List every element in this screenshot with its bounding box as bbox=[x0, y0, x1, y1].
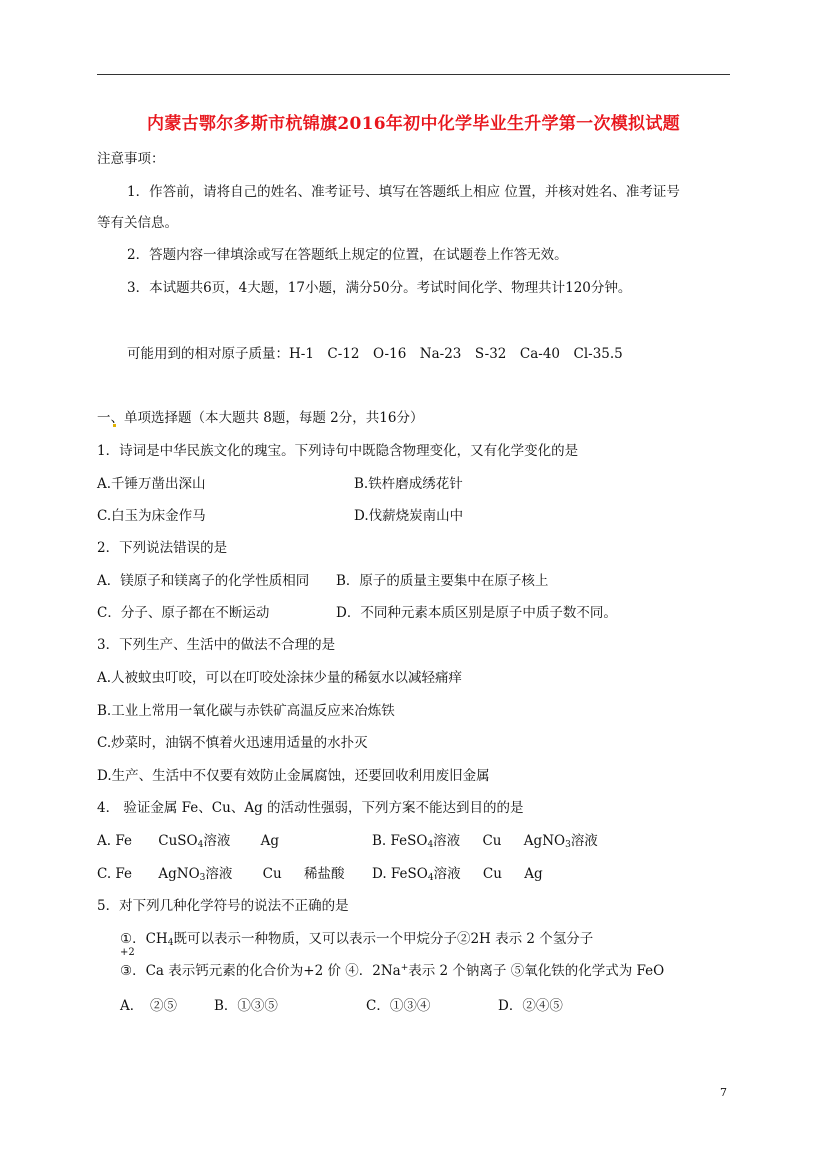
q4-option-d bbox=[372, 865, 543, 883]
q2-option-a: A．镁原子和镁离子的化学性质相同 bbox=[97, 573, 310, 589]
notice-item-3: 3．本试题共6页，4大题，17小题，满分50分。考试时间化学、物理共计120分钟。 bbox=[127, 280, 632, 296]
q4-c-agno3: AgNO$_3$溶液 bbox=[158, 866, 233, 883]
q2-option-c: C．分子、原子都在不断运动 bbox=[97, 605, 270, 621]
q5-option-c: C．①③④ bbox=[366, 998, 431, 1014]
q4-b-cu: Cu bbox=[482, 833, 502, 849]
q5-charge-mark: +2 bbox=[120, 947, 135, 958]
q3-option-d: D.生产、生活中不仅要有效防止金属腐蚀，还要回收利用废旧金属 bbox=[97, 768, 490, 784]
q3-option-b: B.工业上常用一氧化碳与赤铁矿高温反应来冶炼铁 bbox=[97, 703, 395, 719]
q4-c-fe: C. Fe bbox=[97, 866, 133, 882]
page-number: 7 bbox=[720, 1086, 727, 1099]
q4-d-feso4: D. FeSO$_4$溶液 bbox=[372, 866, 461, 883]
q3-option-a: A.人被蚊虫叮咬，可以在叮咬处涂抹少量的稀氨水以减轻痛痒 bbox=[97, 670, 463, 686]
q5-statement-3-5: ③．Ca 表示钙元素的化合价为+2 价 ④．2Na+表示 2 个钠离子 ⑤氧化铁的化学式为 FeO bbox=[120, 963, 665, 979]
q4-option-b bbox=[372, 832, 598, 850]
q4-c-hcl: 稀盐酸 bbox=[304, 866, 345, 882]
q1-option-b: B.铁杵磨成绣花针 bbox=[354, 476, 463, 492]
q4-b-agno3: AgNO$_3$溶液 bbox=[523, 833, 598, 850]
question-5: 5．对下列几种化学符号的说法不正确的是 bbox=[97, 898, 349, 914]
q1-option-c: C.白玉为床金作马 bbox=[97, 508, 206, 524]
notice-item-2: 2．答题内容一律填涂或写在答题纸上规定的位置，在试题卷上作答无效。 bbox=[127, 247, 568, 263]
q4-b-feso4: B. FeSO$_4$溶液 bbox=[372, 833, 461, 850]
question-2: 2．下列说法错误的是 bbox=[97, 540, 228, 556]
q5-option-a: A． ②⑤ bbox=[120, 998, 177, 1014]
question-1: 1．诗词是中华民族文化的瑰宝。下列诗句中既隐含物理变化，又有化学变化的是 bbox=[97, 443, 579, 459]
notice-heading: 注意事项： bbox=[97, 151, 165, 167]
atomic-masses: 可能用到的相对原子质量：H-1 C-12 O-16 Na-23 S-32 Ca-40 Cl-35.5 bbox=[127, 346, 623, 362]
q4-a-cuso4: CuSO$_4$溶液 bbox=[158, 833, 231, 850]
page-title: 内蒙古鄂尔多斯市杭锦旗2016年初中化学毕业生升学第一次模拟试题 bbox=[147, 114, 680, 134]
q1-option-a: A.千锤万凿出深山 bbox=[97, 476, 206, 492]
notice-item-1-cont: 等有关信息。 bbox=[97, 215, 178, 231]
q5-statement-1-2: ①．$CH_4$既可以表示一种物质，又可以表示一个甲烷分子②2H 表示 2 个氢分子 bbox=[120, 931, 594, 948]
q4-option-c bbox=[97, 865, 345, 883]
q4-d-cu: Cu bbox=[482, 866, 502, 882]
q4-a-fe: A. Fe bbox=[97, 833, 132, 849]
q4-option-a bbox=[97, 832, 279, 850]
question-4: 4． 验证金属 Fe、Cu、Ag 的活动性强弱，下列方案不能达到目的的是 bbox=[97, 800, 524, 816]
q2-option-b: B．原子的质量主要集中在原子核上 bbox=[336, 573, 549, 589]
q3-option-c: C.炒菜时，油锅不慎着火迅速用适量的水扑灭 bbox=[97, 735, 368, 751]
q5-option-b: B．①③⑤ bbox=[214, 998, 278, 1014]
q4-c-cu: Cu bbox=[262, 866, 282, 882]
q4-a-ag: Ag bbox=[260, 833, 280, 849]
header-rule bbox=[97, 74, 730, 75]
q5-option-d: D．②④⑤ bbox=[498, 998, 563, 1014]
question-3: 3．下列生产、生活中的做法不合理的是 bbox=[97, 637, 336, 653]
q2-option-d: D．不同种元素本质区别是原子中质子数不同。 bbox=[336, 605, 617, 621]
q4-d-ag: Ag bbox=[524, 866, 543, 882]
q1-option-d: D.伐薪烧炭南山中 bbox=[354, 508, 464, 524]
notice-item-1: 1．作答前，请将自己的姓名、准考证号、填写在答题纸上相应 位置，并核对姓名、准考证号 bbox=[127, 184, 680, 200]
section-heading: 一、单项选择题（本大题共 8题，每题 2分，共16分） bbox=[97, 410, 424, 426]
